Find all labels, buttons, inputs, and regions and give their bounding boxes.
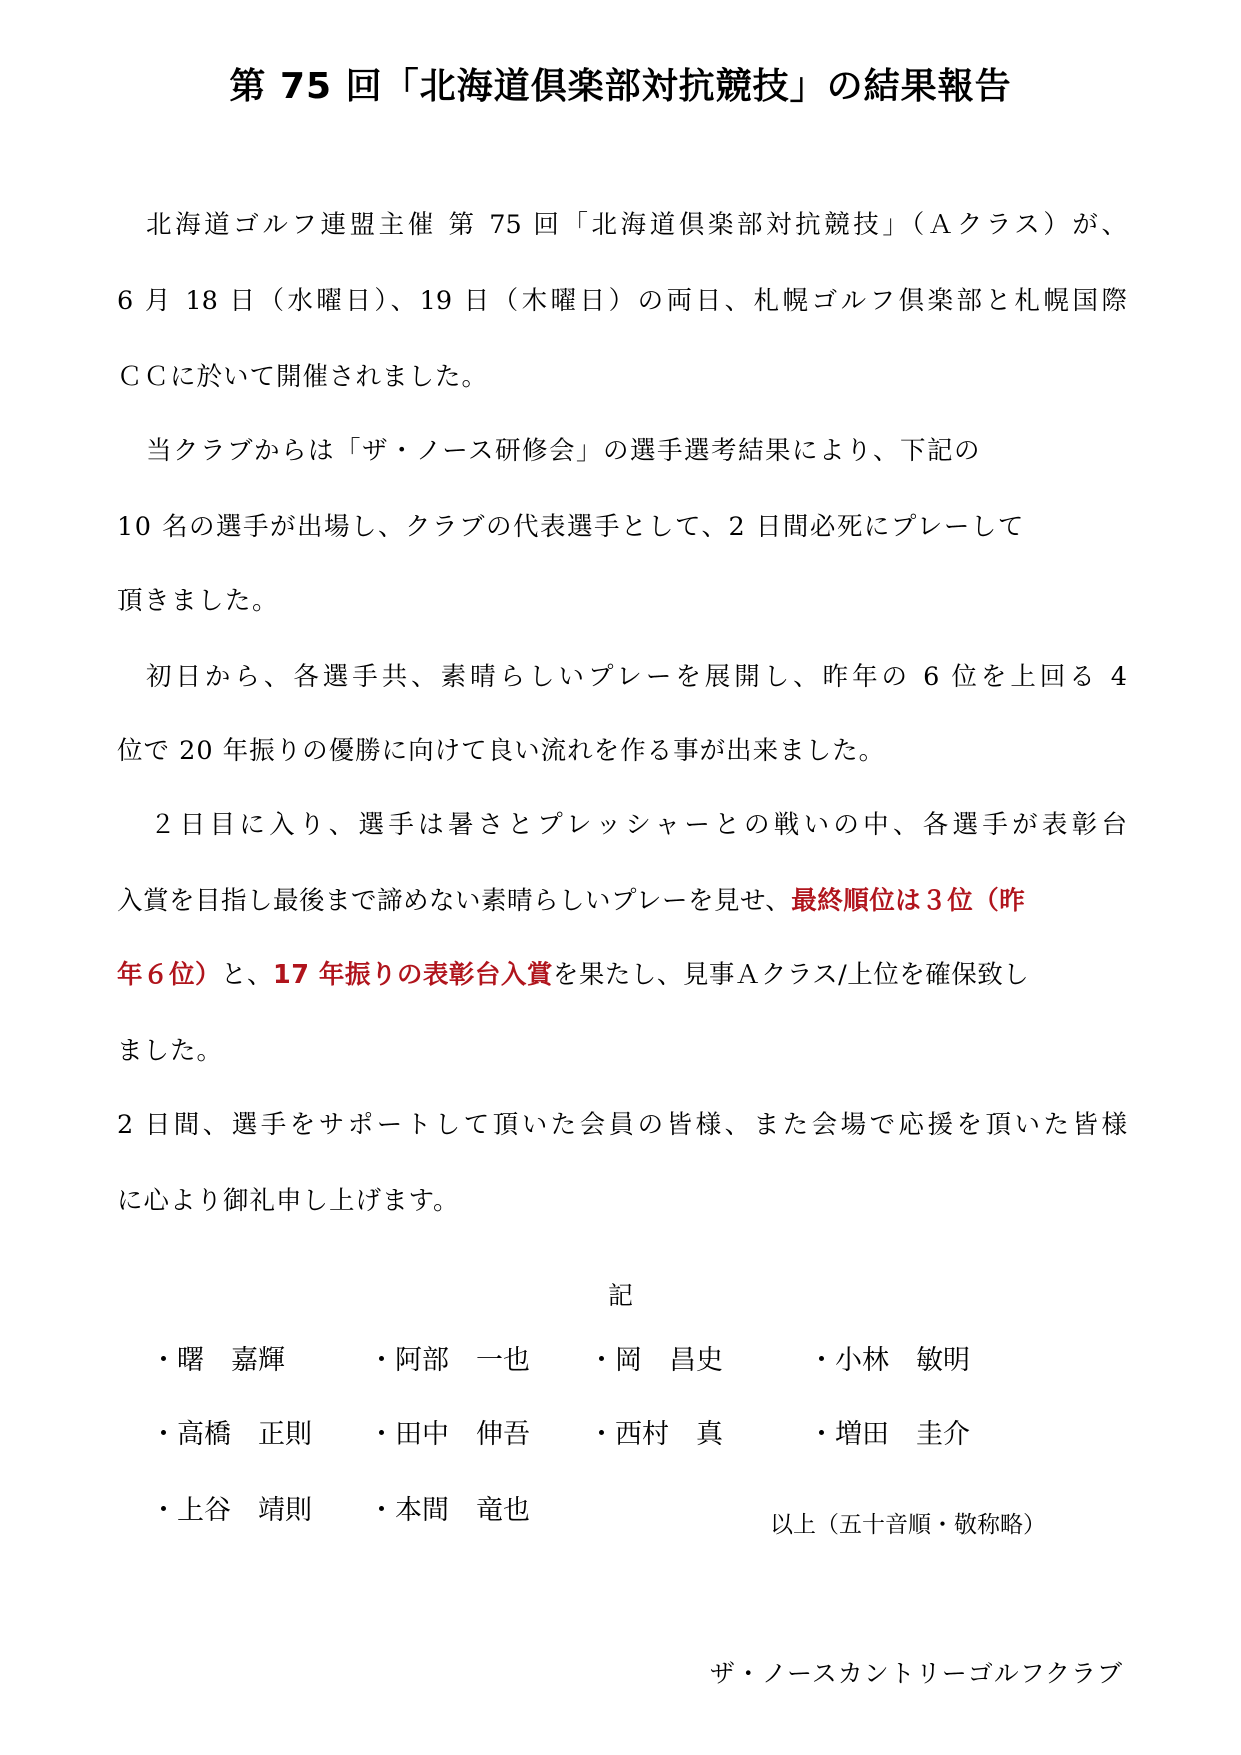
paragraph-2-line-2: 10 名の選手が出場し、クラブの代表選手として、2 日間必死にプレーして [117, 512, 1025, 542]
paragraph-3-line-1: 初日から、各選手共、素晴らしいプレーを展開し、昨年の 6 位を上回る 4 [146, 662, 1127, 692]
paragraph-4-line-4: ました。 [117, 1036, 224, 1066]
paragraph-4-line-2 [117, 886, 1127, 916]
paragraph-4-line-2-text: 入賞を目指し最後まで諦めない素晴らしいプレーを見せ、 [117, 886, 792, 916]
final-rank-highlight: 最終順位は３位（昨 [791, 886, 1026, 916]
paragraph-4-line-3-text-b: を果たし、見事Ａクラス/上位を確保致し [552, 960, 1030, 990]
paragraph-2-line-1: 当クラブからは「ザ・ノース研修会」の選手選考結果により、下記の [146, 436, 981, 466]
paragraph-3-line-2: 位で 20 年振りの優勝に向けて良い流れを作る事が出来ました。 [117, 736, 886, 766]
paragraph-1-line-1: 北海道ゴルフ連盟主催 第 75 回「北海道倶楽部対抗競技」（Ａクラス）が、 [146, 210, 1127, 240]
paragraph-1-line-2: 6 月 18 日（水曜日）、19 日（木曜日）の両日、札幌ゴルフ倶楽部と札幌国際 [117, 286, 1127, 316]
player-name: ・岡 昌史 [588, 1345, 723, 1376]
page-title: 第 75 回「北海道倶楽部対抗競技」の結果報告 [229, 66, 1012, 107]
paragraph-4-line-3 [117, 960, 1127, 990]
podium-highlight: 17 年振りの表彰台入賞 [273, 960, 553, 990]
player-name: ・田中 伸吾 [368, 1419, 530, 1450]
player-name: ・上谷 靖則 [150, 1495, 312, 1526]
order-note: 以上（五十音順・敬称略） [770, 1512, 1046, 1538]
paragraph-1-line-3: ＣＣに於いて開催されました。 [117, 362, 489, 392]
last-year-rank-highlight: 年６位） [117, 960, 222, 990]
paragraph-4-line-3-text-a: と、 [221, 960, 274, 990]
player-name: ・阿部 一也 [368, 1345, 530, 1376]
player-name: ・曙 嘉輝 [150, 1345, 285, 1376]
paragraph-4-line-1: ２日目に入り、選手は暑さとプレッシャーとの戦いの中、各選手が表彰台 [150, 810, 1127, 840]
player-name: ・高橋 正則 [150, 1419, 312, 1450]
player-name: ・増田 圭介 [808, 1419, 970, 1450]
paragraph-5-line-1: 2 日間、選手をサポートして頂いた会員の皆様、また会場で応援を頂いた皆様 [117, 1110, 1127, 1140]
ki-heading: 記 [607, 1281, 633, 1310]
player-name: ・小林 敏明 [808, 1345, 970, 1376]
player-name: ・西村 真 [588, 1419, 723, 1450]
paragraph-5-line-2: に心より御礼申し上げます。 [117, 1186, 460, 1216]
club-signature: ザ・ノースカントリーゴルフクラブ [709, 1659, 1123, 1688]
player-name: ・本間 竜也 [368, 1495, 530, 1526]
paragraph-2-line-3: 頂きました。 [117, 586, 280, 616]
